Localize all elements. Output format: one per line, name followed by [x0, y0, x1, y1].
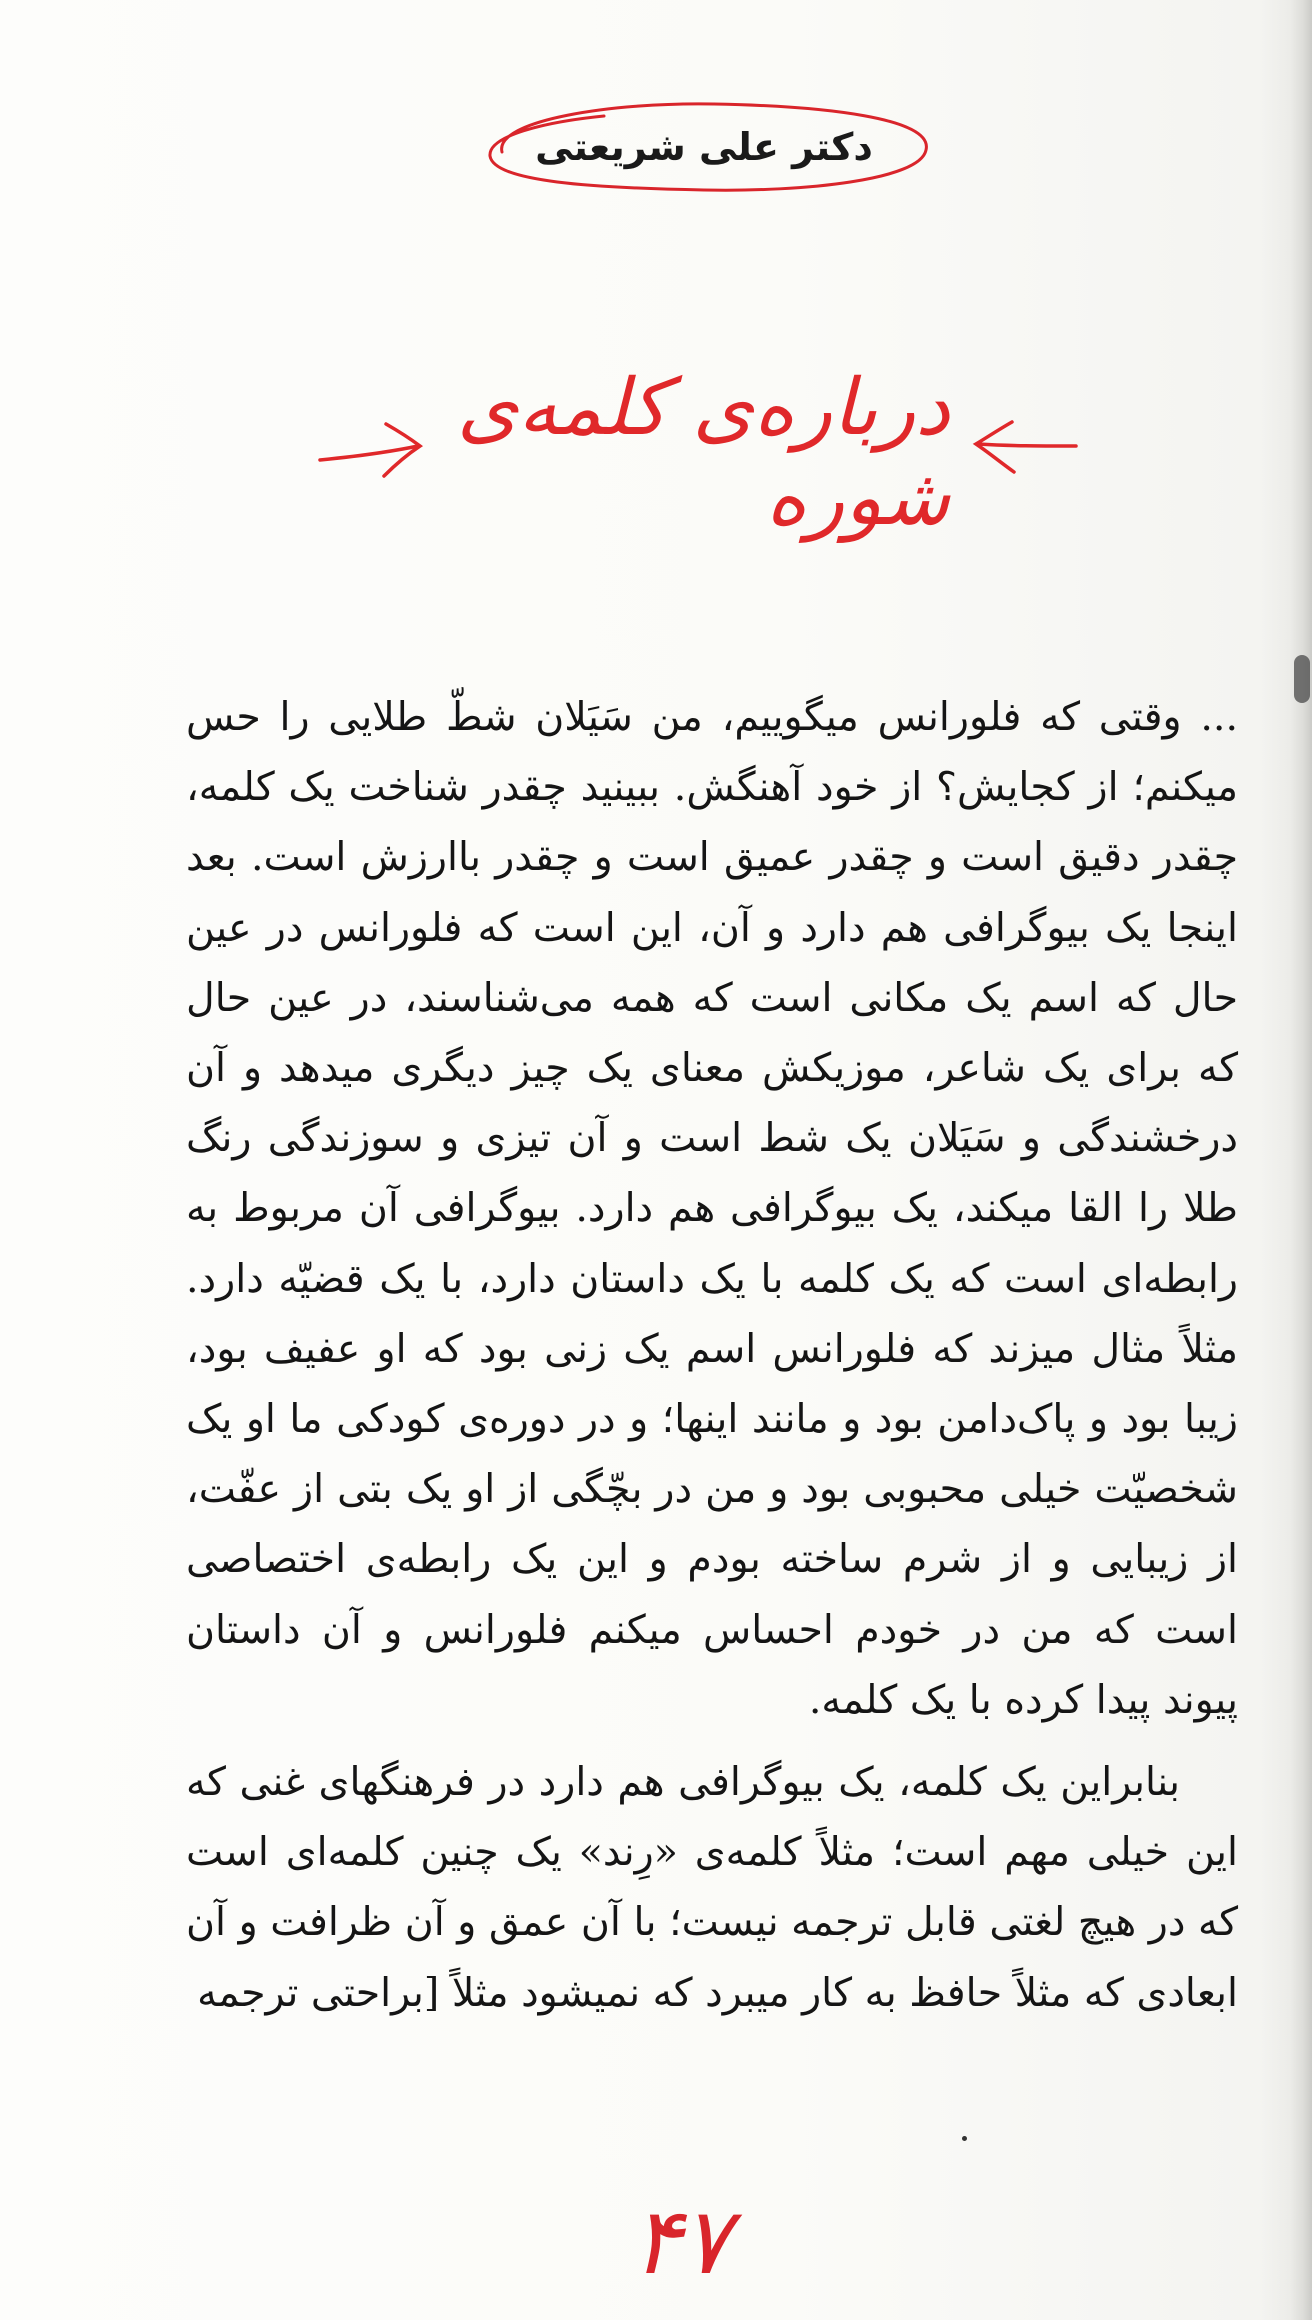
paragraph-1: ... وقتی که فلورانس میگوییم، من سَیَلان شطّ طلایی را حس میکنم؛ از کجایش؟ از خود آهنگش. ببینید چقدر شناخت یک کلمه، چقدر دقیق است و چقدر عمیق است و چقدر باارزش است. بعد اینجا یک بیوگرافی هم دارد و آن، این است که فلورانس در عین حال که اسم یک مکانی است که همه می‌شناسند، در عین حال که برای یک شاعر، موزیکش معنای یک چیز دیگری میدهد و آن درخشندگی و سَیَلان یک شط است و آن تیزی و سوزندگی رنگ طلا را القا میکند، یک بیوگرافی هم دارد. بیوگرافی آن مربوط به رابطه‌ای است که یک کلمه با یک داستان دارد، با یک قضیّه دارد. مثلاً مثال میزند که فلورانس اسم یک زنی بود که او عفیف بود، زیبا بود و پاک‌دامن بود و مانند اینها؛ و در دوره‌ی کودکی ما او یک شخصیّت خیلی محبوبی بود و من در بچّگی از او یک بتی از عفّت، از زیبایی و از شرم ساخته بودم و این یک رابطه‌ی اختصاصی است که من در خودم احساس میکنم فلورانس و آن داستان پیوند پیدا کرده با یک کلمه. — [186, 694, 1238, 1723]
author-name: دکتر علی شریعتی — [535, 125, 873, 169]
ink-speck — [962, 2136, 967, 2141]
paragraph-2: بنابراین یک کلمه، یک بیوگرافی هم دارد در فرهنگهای غنی که این خیلی مهم است؛ مثلاً کلمه‌ی «رِند» یک چنین کلمه‌ای است که در هیچ لغتی قابل ترجمه نیست؛ با آن عمق و آن ظرافت و آن ابعادی که مثلاً حافظ به کار میبرد که نمیشود مثلاً [براحتی ترجمه — [186, 1759, 1238, 2016]
page-binding-edge — [1290, 0, 1312, 2320]
body-text — [186, 682, 1238, 2028]
handwritten-title-text: درباره‌ی کلمه‌ی شوره — [456, 363, 950, 543]
handwritten-title — [300, 360, 1100, 543]
page-number: ۴۷ — [631, 2187, 731, 2295]
author-header — [464, 92, 944, 202]
edge-mark — [1294, 655, 1310, 703]
